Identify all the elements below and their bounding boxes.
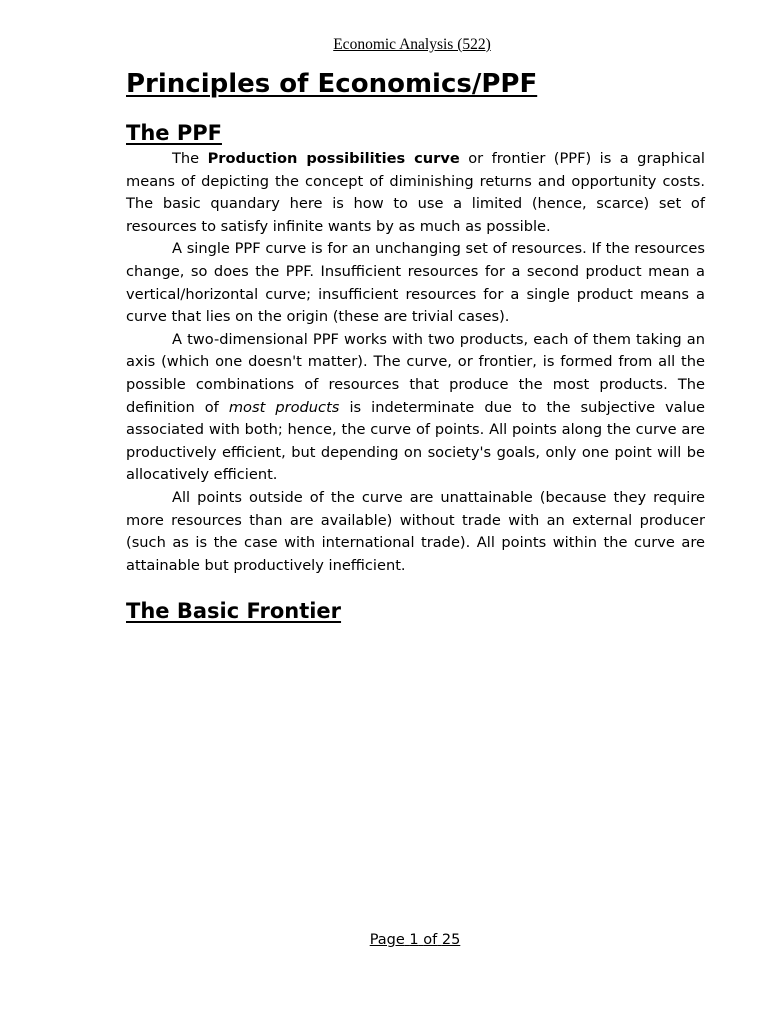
paragraph-text: or frontier (PPF) is a graphical means of depicting the concept of diminishing returns and opportunity costs. The basic quandary here is how to use a limited (hence, scarce) set of resources to satisfy infinite wants by as much as possible.	[126, 150, 705, 235]
document-title: Principles of Economics/PPF	[126, 69, 538, 99]
paragraph-ppf-definition	[126, 148, 705, 238]
page-current: 1	[409, 932, 419, 948]
paragraph-text: is indeterminate due to the subjective value associated with both; hence, the curve of points. All points along the curve are productively efficient, but depending on society's goals, only one point will be allocatively efficient.	[126, 398, 705, 484]
italic-term: most products	[228, 398, 340, 416]
section-paragraphs	[126, 148, 705, 577]
page-number-footer	[0, 930, 768, 950]
running-header: Economic Analysis (522)	[333, 36, 491, 53]
bold-term: Production possibilities curve	[207, 150, 460, 167]
document-body	[126, 66, 705, 625]
paragraph-single-ppf: A single PPF curve is for an unchanging set of resources. If the resources change, so does the PPF. Insufficient resources for a second product mean a vertical/horizontal curve; insufficient resources for a single product means a curve that lies on the origin (these are trivial cases).	[126, 240, 705, 326]
paragraph-points-outside-curve: All points outside of the curve are unattainable (because they require more resources than are available) without trade with an external producer (such as is the case with international trade). All points within the curve are attainable but productively inefficient.	[126, 488, 705, 574]
paragraph-text: A two-dimensional PPF works with two products, each of them taking an axis (which one doesn't matter). The curve, or frontier, is formed from all the possible combinations of resources that produce the most products. The definition of	[126, 330, 705, 416]
section-heading-the-ppf: The PPF	[126, 121, 222, 145]
of-label: of	[423, 932, 438, 948]
paragraph-two-dimensional-ppf	[126, 329, 705, 487]
page-number	[370, 932, 461, 948]
page-label: Page	[369, 932, 405, 948]
section-heading-basic-frontier: The Basic Frontier	[126, 599, 342, 624]
page-total: 25	[441, 932, 461, 948]
section-the-ppf	[126, 119, 705, 577]
paragraph-text: The	[172, 150, 208, 167]
